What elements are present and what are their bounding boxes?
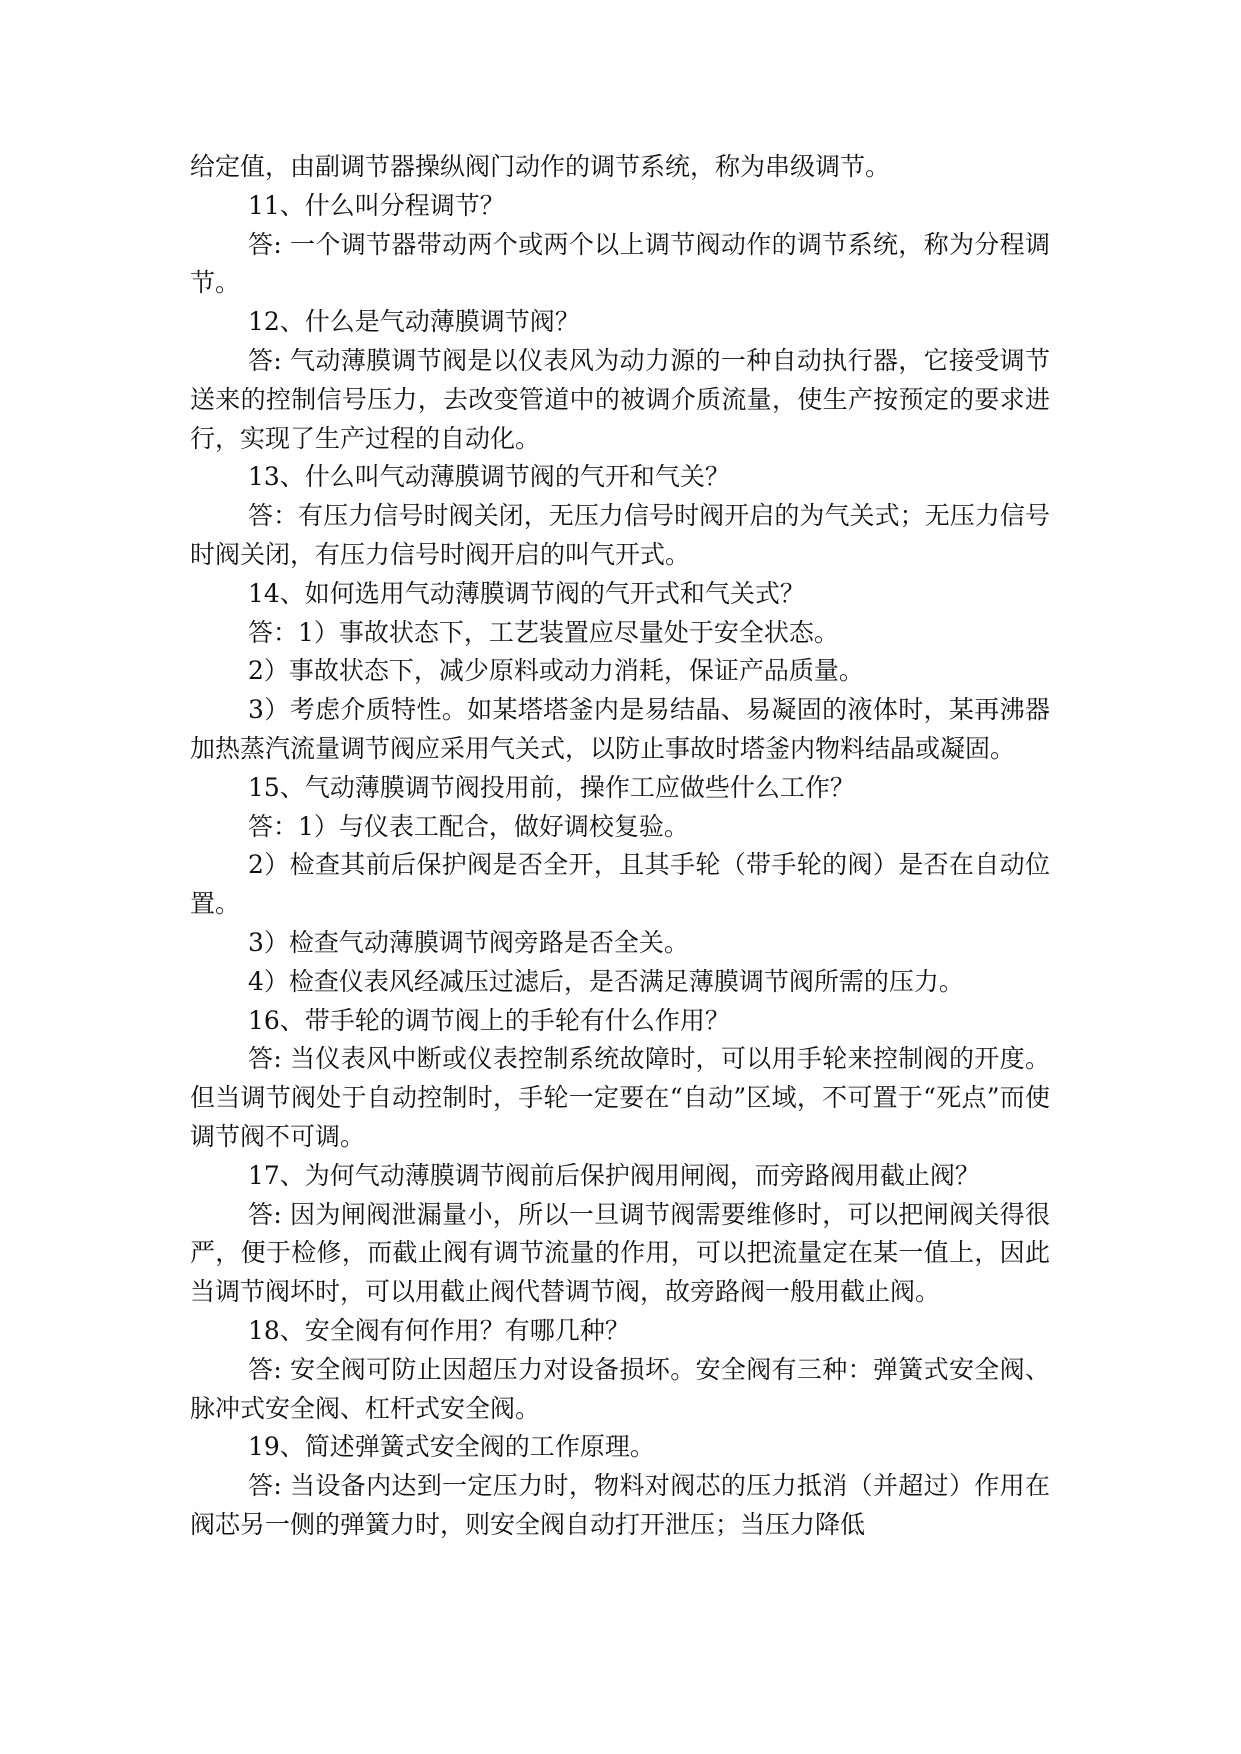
question-18: 18、安全阀有何作用？有哪几种？ bbox=[248, 1315, 630, 1345]
question-12: 12、什么是气动薄膜调节阀？ bbox=[248, 307, 580, 337]
answer-14-item-1: 答：1）事故状态下，工艺装置应尽量处于安全状态。 bbox=[248, 617, 839, 647]
answer-15-item-3: 3）检查气动薄膜调节阀旁路是否全关。 bbox=[248, 927, 689, 957]
question-14: 14、如何选用气动薄膜调节阀的气开式和气关式？ bbox=[248, 578, 805, 608]
question-17: 17、为何气动薄膜调节阀前后保护阀用闸阀，而旁路阀用截止阀？ bbox=[248, 1160, 980, 1190]
document-page bbox=[190, 148, 1050, 1545]
answer-16: 答: 当仪表风中断或仪表控制系统故障时，可以用手轮来控制阀的开度。但当调节阀处于自动控制时，手轮一定要在“自动”区域，不可置于“死点”而使调节阀不可调。 bbox=[190, 1044, 1050, 1151]
paragraph-continuation: 给定值，由副调节器操纵阀门动作的调节系统，称为串级调节。 bbox=[190, 152, 891, 181]
answer-14-item-2: 2）事故状态下，减少原料或动力消耗，保证产品质量。 bbox=[248, 656, 864, 686]
answer-17: 答: 因为闸阀泄漏量小，所以一旦调节阀需要维修时，可以把闸阀关得很严，便于检修，而截止阀有调节流量的作用，可以把流量定在某一值上，因此当调节阀坏时，可以用截止阀代替调节阀，故旁路阀一般用截止阀。 bbox=[190, 1199, 1050, 1307]
answer-15-item-2: 2）检查其前后保护阀是否全开，且其手轮（带手轮的阀）是否在自动位置。 bbox=[190, 850, 1050, 919]
answer-19: 答: 当设备内达到一定压力时，物料对阀芯的压力抵消（并超过）作用在阀芯另一侧的弹簧力时，则安全阀自动打开泄压；当压力降低 bbox=[190, 1471, 1050, 1539]
answer-11: 答: 一个调节器带动两个或两个以上调节阀动作的调节系统，称为分程调节。 bbox=[190, 229, 1050, 298]
answer-14-item-3: 3）考虑介质特性。如某塔塔釜内是易结晶、易凝固的液体时，某再沸器加热蒸汽流量调节阀应采用气关式，以防止事故时塔釜内物料结晶或凝固。 bbox=[190, 695, 1050, 763]
answer-15-item-4: 4）检查仪表风经减压过滤后，是否满足薄膜调节阀所需的压力。 bbox=[248, 966, 964, 996]
answer-18: 答: 安全阀可防止因超压力对设备损坏。安全阀有三种：弹簧式安全阀、脉冲式安全阀、杠杆式安全阀。 bbox=[190, 1354, 1050, 1423]
question-16: 16、带手轮的调节阀上的手轮有什么作用？ bbox=[248, 1005, 730, 1035]
question-11: 11、什么叫分程调节？ bbox=[248, 190, 505, 220]
answer-12: 答: 气动薄膜调节阀是以仪表风为动力源的一种自动执行器，它接受调节送来的控制信号压力，去改变管道中的被调介质流量，使生产按预定的要求进行，实现了生产过程的自动化。 bbox=[190, 345, 1050, 453]
question-19: 19、简述弹簧式安全阀的工作原理。 bbox=[248, 1432, 655, 1462]
question-15: 15、气动薄膜调节阀投用前，操作工应做些什么工作？ bbox=[248, 772, 855, 802]
question-13: 13、什么叫气动薄膜调节阀的气开和气关？ bbox=[248, 462, 730, 492]
answer-13: 答：有压力信号时阀关闭，无压力信号时阀开启的为气关式；无压力信号时阀关闭，有压力信号时阀开启的叫气开式。 bbox=[190, 501, 1050, 569]
answer-15-item-1: 答：1）与仪表工配合，做好调校复验。 bbox=[248, 811, 689, 841]
